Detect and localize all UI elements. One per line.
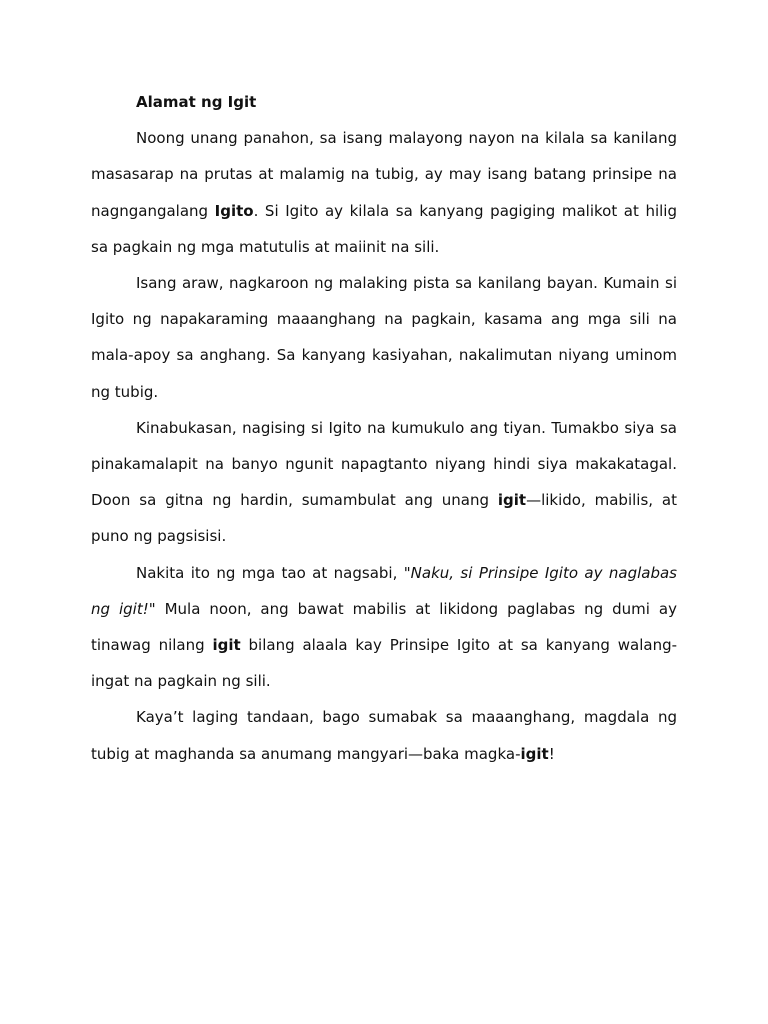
paragraph-5-bold-term: igit <box>520 744 549 763</box>
paragraph-5-text-c: ! <box>548 744 555 763</box>
paragraph-3-text-a: Kinabukasan, nagising si Igito na kumukulo ang tiyan. Tumakbo siya sa pinakamalapit na banyo ngunit napagtanto niyang hindi siya makakatagal. Doon sa gitna ng hardin, sumambulat ang unang <box>91 418 677 510</box>
paragraph-4-text-a: Nakita ito ng mga tao at nagsabi, " <box>136 563 411 582</box>
paragraph-1-text-c: . Si Igito ay kilala sa kanyang pagiging malikot at hilig sa pagkain ng mga matutulis at maiinit na sili. <box>91 201 677 256</box>
paragraph-1 <box>91 120 677 265</box>
paragraph-1-bold-name: Igito <box>214 201 254 220</box>
paragraph-4-italic-quote: Naku, si Prinsipe Igito ay naglabas ng igit! <box>91 563 677 618</box>
document-page <box>91 84 677 772</box>
paragraph-1-text-a: Noong unang panahon, sa isang malayong nayon na kilala sa kanilang masasarap na prutas at malamig na tubig, ay may isang batang prinsipe na nagngangalang <box>91 129 677 220</box>
paragraph-4-text-e: bilang alaala kay Prinsipe Igito at sa kanyang walang-ingat na pagkain ng sili. <box>91 636 678 691</box>
paragraph-3-text-c: —likido, mabilis, at puno ng pagsisisi. <box>91 491 677 546</box>
paragraph-4-text-c: " Mula noon, ang bawat mabilis at likidong paglabas ng dumi ay tinawag nilang <box>91 599 677 655</box>
paragraph-2: Isang araw, nagkaroon ng malaking pista sa kanilang bayan. Kumain si Igito ng napakaraming maaanghang na pagkain, kasama ang mga sili na mala-apoy sa anghang. Sa kanyang kasiyahan, nakalimutan niyang uminom ng tubig. <box>91 274 677 401</box>
paragraph-3 <box>91 410 677 555</box>
document-title: Alamat ng Igit <box>136 93 257 111</box>
paragraph-3-bold-term: igit <box>497 491 527 510</box>
paragraph-5-text-a: Kaya’t laging tandaan, bago sumabak sa maaanghang, magdala ng tubig at maghanda sa anumang mangyari—baka magka- <box>91 708 677 763</box>
paragraph-5 <box>91 699 677 771</box>
paragraph-4-bold-term: igit <box>212 636 241 655</box>
paragraph-4 <box>91 555 677 700</box>
